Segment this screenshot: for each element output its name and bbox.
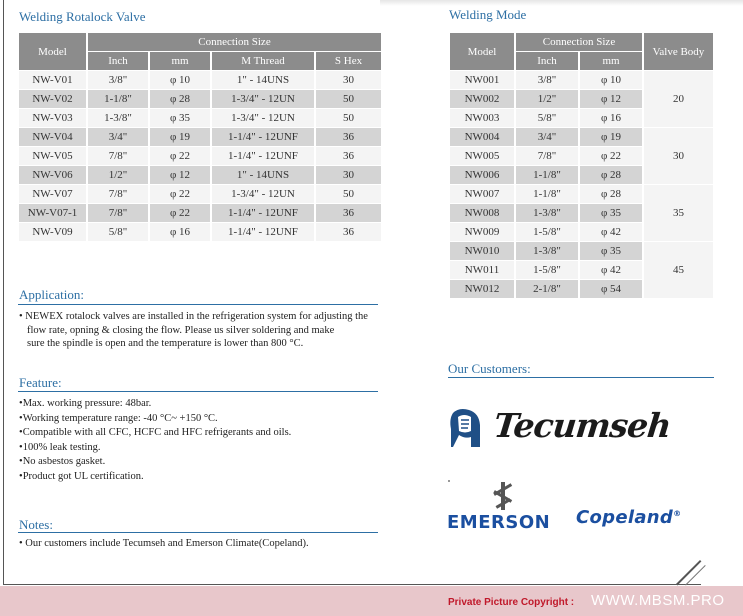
table-cell: φ 16 (150, 223, 210, 241)
application-line: sure the spindle is open and the temperature is lower than 800 °C. (27, 338, 304, 349)
feature-list (19, 397, 389, 485)
table-row (19, 90, 381, 108)
notes-title: Notes: (19, 517, 53, 532)
notes-rule (18, 532, 378, 533)
col-header-connection-size: Connection Size (88, 33, 381, 51)
application-text (19, 310, 389, 351)
table-row (19, 166, 381, 184)
left-table-title: Welding Rotalock Valve (19, 9, 146, 24)
table-cell: NW006 (450, 166, 514, 184)
table-cell: φ 42 (580, 223, 642, 241)
table-cell: 1-3/8" (516, 242, 578, 260)
application-line: flow rate, opning & closing the flow. Please us silver soldering and make (27, 324, 335, 336)
valve-body-cell: 20 (644, 71, 713, 127)
table-cell: NW012 (450, 280, 514, 298)
table-cell: NW-V05 (19, 147, 86, 165)
table-cell: 36 (316, 147, 381, 165)
registered-mark: ® (673, 509, 682, 518)
table-cell: 30 (316, 166, 381, 184)
welding-mode-table (448, 32, 715, 299)
table-cell: φ 35 (580, 242, 642, 260)
table-cell: φ 35 (580, 204, 642, 222)
table-cell: 5/8" (516, 109, 578, 127)
application-title: Application: (19, 287, 84, 302)
table-cell: NW-V04 (19, 128, 86, 146)
table-cell: φ 12 (150, 166, 210, 184)
table-cell: 1-1/4" - 12UNF (212, 204, 314, 222)
feature-item: • No asbestos gasket. (19, 455, 389, 470)
table-cell: 1-1/4" - 12UNF (212, 147, 314, 165)
copeland-wordmark: Copeland (576, 507, 674, 528)
col-header-inch: Inch (88, 52, 148, 70)
table-cell: NW002 (450, 90, 514, 108)
feature-item: • Max. working pressure: 48bar. (19, 397, 389, 412)
table-cell: 1-5/8" (516, 223, 578, 241)
table-cell: 50 (316, 90, 381, 108)
table-cell: φ 35 (150, 109, 210, 127)
table-row (19, 71, 381, 89)
table-cell: NW005 (450, 147, 514, 165)
table-cell: 1-3/8" (88, 109, 148, 127)
table-cell: φ 22 (580, 147, 642, 165)
top-shadow (380, 0, 743, 6)
table-cell: NW010 (450, 242, 514, 260)
table-cell: 7/8" (88, 147, 148, 165)
table-cell: φ 22 (150, 185, 210, 203)
col-header-s-hex: S Hex (316, 52, 381, 70)
feature-item: • Working temperature range: -40 °C~ +150 °C. (19, 412, 389, 427)
tecumseh-logo-icon (449, 407, 483, 451)
rotalock-valve-table (17, 32, 383, 242)
table-cell: 1-5/8" (516, 261, 578, 279)
left-table-body (19, 71, 381, 241)
table-cell: φ 22 (150, 204, 210, 222)
table-cell: NW004 (450, 128, 514, 146)
col-header-model: Model (19, 33, 86, 70)
table-cell: 1-3/4" - 12UN (212, 109, 314, 127)
emerson-logo-text: EMERSON (447, 512, 551, 533)
table-cell: φ 19 (580, 128, 642, 146)
col-header-mm: mm (580, 52, 642, 70)
col-header-inch: Inch (516, 52, 578, 70)
table-cell: 36 (316, 223, 381, 241)
valve-body-cell: 45 (644, 242, 713, 298)
table-row (19, 109, 381, 127)
table-row (19, 185, 381, 203)
customers-title: Our Customers: (448, 361, 531, 376)
table-cell: NW-V07-1 (19, 204, 86, 222)
frame-bottom-border (3, 584, 701, 585)
application-line: • NEWEX rotalock valves are installed in the refrigeration system for adjusting the (19, 311, 368, 322)
table-row (450, 242, 713, 260)
table-cell: 1-3/4" - 12UN (212, 185, 314, 203)
table-row (19, 128, 381, 146)
table-cell: φ 42 (580, 261, 642, 279)
table-cell: NW011 (450, 261, 514, 279)
col-header-m-thread: M Thread (212, 52, 314, 70)
table-cell: NW001 (450, 71, 514, 89)
feature-item: • Compatible with all CFC, HCFC and HFC refrigerants and oils. (19, 426, 389, 441)
feature-item: • 100% leak testing. (19, 441, 389, 456)
table-cell: 7/8" (516, 147, 578, 165)
table-cell: 1-1/8" (516, 166, 578, 184)
table-cell: 3/8" (516, 71, 578, 89)
table-cell: φ 12 (580, 90, 642, 108)
col-header-model: Model (450, 33, 514, 70)
valve-body-cell: 35 (644, 185, 713, 241)
table-cell: 3/4" (516, 128, 578, 146)
table-row (19, 204, 381, 222)
table-cell: 50 (316, 109, 381, 127)
table-cell: φ 10 (580, 71, 642, 89)
table-row (19, 147, 381, 165)
table-cell: 36 (316, 128, 381, 146)
table-cell: 1-3/8" (516, 204, 578, 222)
table-cell: 50 (316, 185, 381, 203)
table-cell: NW-V09 (19, 223, 86, 241)
table-cell: φ 16 (580, 109, 642, 127)
table-cell: NW003 (450, 109, 514, 127)
table-cell: 1/2" (88, 166, 148, 184)
copyright-brand: WWW.MBSM.PRO (591, 592, 725, 609)
table-cell: NW008 (450, 204, 514, 222)
col-header-valve-body: Valve Body (644, 33, 713, 70)
table-cell: φ 19 (150, 128, 210, 146)
table-cell: 1/2" (516, 90, 578, 108)
table-cell: 3/8" (88, 71, 148, 89)
col-header-connection-size: Connection Size (516, 33, 642, 51)
table-cell: 1-1/8" (516, 185, 578, 203)
tecumseh-logo-text: Tecumseh (491, 406, 673, 445)
copyright-label: Private Picture Copyright : (448, 597, 575, 608)
table-row (19, 223, 381, 241)
copeland-logo-text (576, 507, 681, 528)
emerson-logo-icon (491, 482, 515, 510)
table-cell: NW-V06 (19, 166, 86, 184)
table-cell: 1" - 14UNS (212, 71, 314, 89)
table-cell: φ 54 (580, 280, 642, 298)
right-table-title: Welding Mode (449, 7, 527, 22)
table-cell: 7/8" (88, 204, 148, 222)
col-header-mm: mm (150, 52, 210, 70)
table-row (450, 185, 713, 203)
feature-title: Feature: (19, 375, 62, 390)
table-cell: NW-V03 (19, 109, 86, 127)
frame-corner-line-inner (685, 565, 706, 586)
table-cell: NW-V07 (19, 185, 86, 203)
customers-rule (448, 377, 714, 378)
table-cell: 7/8" (88, 185, 148, 203)
notes-text: • Our customers include Tecumseh and Emerson Climate(Copeland). (19, 538, 309, 549)
table-cell: 1" - 14UNS (212, 166, 314, 184)
table-cell: φ 28 (150, 90, 210, 108)
table-row (450, 71, 713, 89)
table-cell: 5/8" (88, 223, 148, 241)
feature-rule (18, 391, 378, 392)
table-cell: 1-3/4" - 12UN (212, 90, 314, 108)
valve-body-cell: 30 (644, 128, 713, 184)
right-table-body (450, 71, 713, 298)
table-cell: NW-V01 (19, 71, 86, 89)
table-cell: 3/4" (88, 128, 148, 146)
table-cell: φ 22 (150, 147, 210, 165)
table-row (450, 128, 713, 146)
table-cell: 36 (316, 204, 381, 222)
table-cell: φ 28 (580, 166, 642, 184)
table-cell: φ 28 (580, 185, 642, 203)
table-cell: NW007 (450, 185, 514, 203)
table-cell: 1-1/8" (88, 90, 148, 108)
feature-item: • Product got UL certification. (19, 470, 389, 485)
table-cell: NW-V02 (19, 90, 86, 108)
application-rule (18, 304, 378, 305)
frame-left-border (3, 0, 4, 585)
table-cell: NW009 (450, 223, 514, 241)
table-cell: 2-1/8" (516, 280, 578, 298)
decorative-dot (448, 480, 450, 482)
table-cell: 30 (316, 71, 381, 89)
table-cell: 1-1/4" - 12UNF (212, 128, 314, 146)
table-cell: 1-1/4" - 12UNF (212, 223, 314, 241)
table-cell: φ 10 (150, 71, 210, 89)
